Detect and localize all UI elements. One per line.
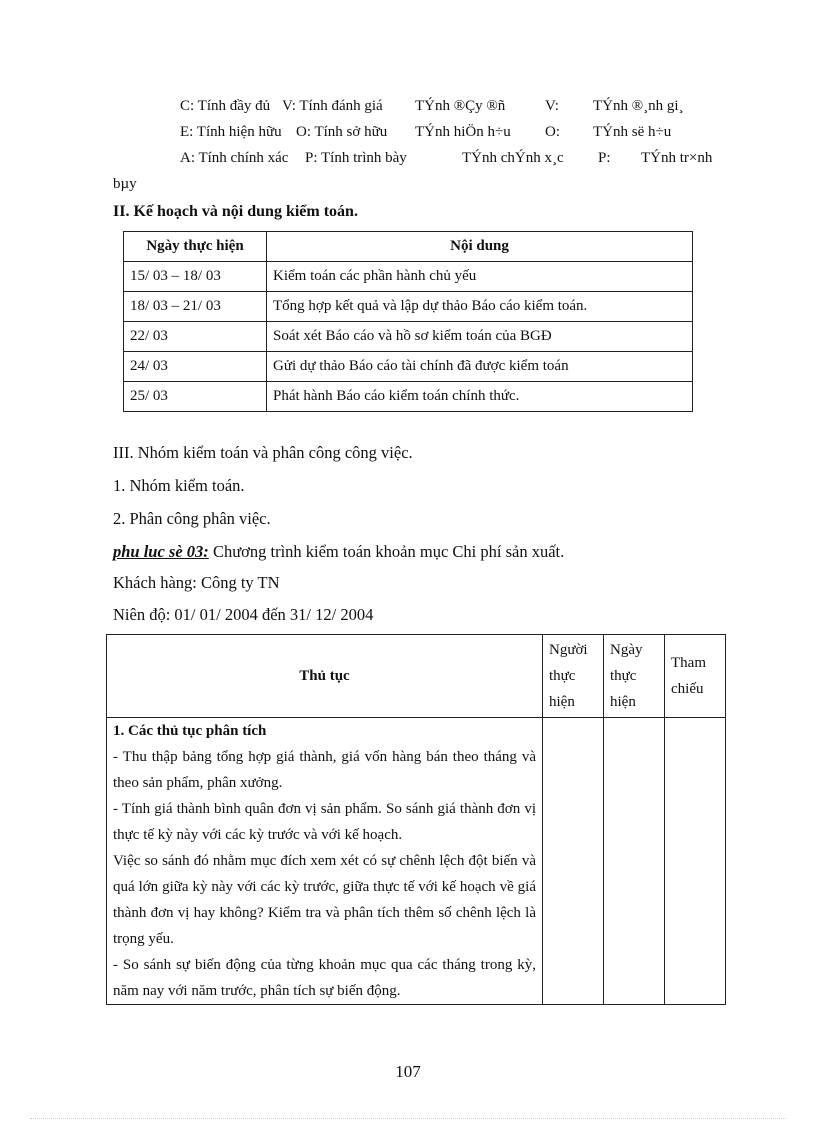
footer-divider: [30, 1118, 786, 1119]
table-row: [124, 292, 693, 322]
date-cell: 25/ 03: [124, 382, 267, 412]
abbr-line-1: [0, 96, 816, 116]
content-cell: Tổng hợp kết quả và lập dự thảo Báo cáo kiểm toán.: [267, 292, 693, 322]
page-number: 107: [395, 1062, 421, 1081]
date-cell: 22/ 03: [124, 322, 267, 352]
abbr-text: TÝnh ®Çy ®ñ: [415, 98, 506, 114]
header-date: Ngày thực hiện: [604, 635, 665, 718]
date-cell: 15/ 03 – 18/ 03: [124, 262, 267, 292]
abbr-line-2: [0, 122, 816, 142]
appendix-line: [113, 542, 564, 562]
abbr-text: TÝnh tr×nh: [641, 150, 713, 166]
abbr-text: TÝnh chÝnh x¸c: [462, 150, 564, 166]
abbr-text: O:: [545, 124, 560, 140]
header-date: Ngày thực hiện: [124, 232, 267, 262]
table-row: [107, 718, 726, 1005]
abbr-text: P: Tính trình bày: [305, 150, 407, 166]
header-reference: Tham chiếu: [665, 635, 726, 718]
reference-cell: [665, 718, 726, 1005]
abbr-text: A: Tính chính xác: [180, 150, 289, 166]
procedure-table-header: [107, 635, 726, 718]
table-row: [124, 352, 693, 382]
content-cell: Soát xét Báo cáo và hồ sơ kiểm toán của BGĐ: [267, 322, 693, 352]
plan-table: [123, 231, 693, 412]
header-content: Nội dung: [267, 232, 693, 262]
section-2-title: II. Kế hoạch và nội dung kiểm toán.: [113, 203, 358, 220]
appendix-label: phu luc sè 03:: [113, 542, 209, 561]
performer-cell: [543, 718, 604, 1005]
abbr-text: V:: [545, 98, 559, 114]
period-line: Niên độ: 01/ 01/ 2004 đến 31/ 12/ 2004: [113, 605, 374, 624]
abbr-text: C: Tính đầy đủ: [180, 98, 271, 114]
abbr-text: TÝnh ®¸nh gi¸: [593, 98, 684, 114]
procedure-line: - Tính giá thành bình quân đơn vị sản phẩm. So sánh giá thành đơn vị thực tế kỳ này với các kỳ trước và với kế hoạch.: [113, 801, 536, 843]
header-performer: Người thực hiện: [543, 635, 604, 718]
procedure-table: [106, 634, 726, 1005]
procedure-line: - So sánh sự biến động của từng khoản mục qua các tháng trong kỳ, năm nay với năm trước, phân tích sự biến động.: [113, 957, 536, 999]
abbr-text: TÝnh së h÷u: [593, 124, 672, 140]
item-1: 1. Nhóm kiểm toán.: [113, 476, 245, 495]
procedure-subheading: 1. Các thủ tục phân tích: [113, 723, 267, 739]
abbr-text: V: Tính đánh giá: [282, 98, 383, 114]
plan-table-header: [124, 232, 693, 262]
procedure-line: - Thu thập bảng tổng hợp giá thành, giá vốn hàng bán theo tháng và theo sản phẩm, phân xưởng.: [113, 749, 536, 791]
procedure-cell: [107, 718, 543, 1005]
abbr-text: TÝnh hiÖn h÷u: [415, 124, 511, 140]
content-cell: Kiểm toán các phần hành chủ yếu: [267, 262, 693, 292]
abbr-text: P:: [598, 150, 611, 166]
section-3-title: III. Nhóm kiểm toán và phân công công việc.: [113, 443, 413, 462]
content-cell: Phát hành Báo cáo kiểm toán chính thức.: [267, 382, 693, 412]
table-row: [124, 382, 693, 412]
header-procedure: Thủ tục: [107, 635, 543, 718]
abbr-text: E: Tính hiện hữu: [180, 124, 282, 140]
abbr-text: O: Tính sở hữu: [296, 124, 388, 140]
client-line: Khách hàng: Công ty TN: [113, 573, 280, 592]
content-cell: Gửi dự thảo Báo cáo tài chính đã được kiểm toán: [267, 352, 693, 382]
abbr-line-3: [0, 148, 816, 168]
procedure-line: Việc so sánh đó nhằm mục đích xem xét có sự chênh lệch đột biến và quá lớn giữa kỳ này với các kỳ trước, giữa thực tế với kế hoạch về giá thành đơn vị hay không? Kiểm tra và phân tích thêm số chênh lệch là trọng yếu.: [113, 853, 536, 947]
abbr-tail: bµy: [113, 176, 137, 192]
item-2: 2. Phân công phân việc.: [113, 509, 271, 528]
appendix-title: Chương trình kiểm toán khoản mục Chi phí sản xuất.: [208, 542, 565, 561]
date-cell: 24/ 03: [124, 352, 267, 382]
date-cell: 18/ 03 – 21/ 03: [124, 292, 267, 322]
table-row: [124, 322, 693, 352]
table-row: [124, 262, 693, 292]
date-cell: [604, 718, 665, 1005]
